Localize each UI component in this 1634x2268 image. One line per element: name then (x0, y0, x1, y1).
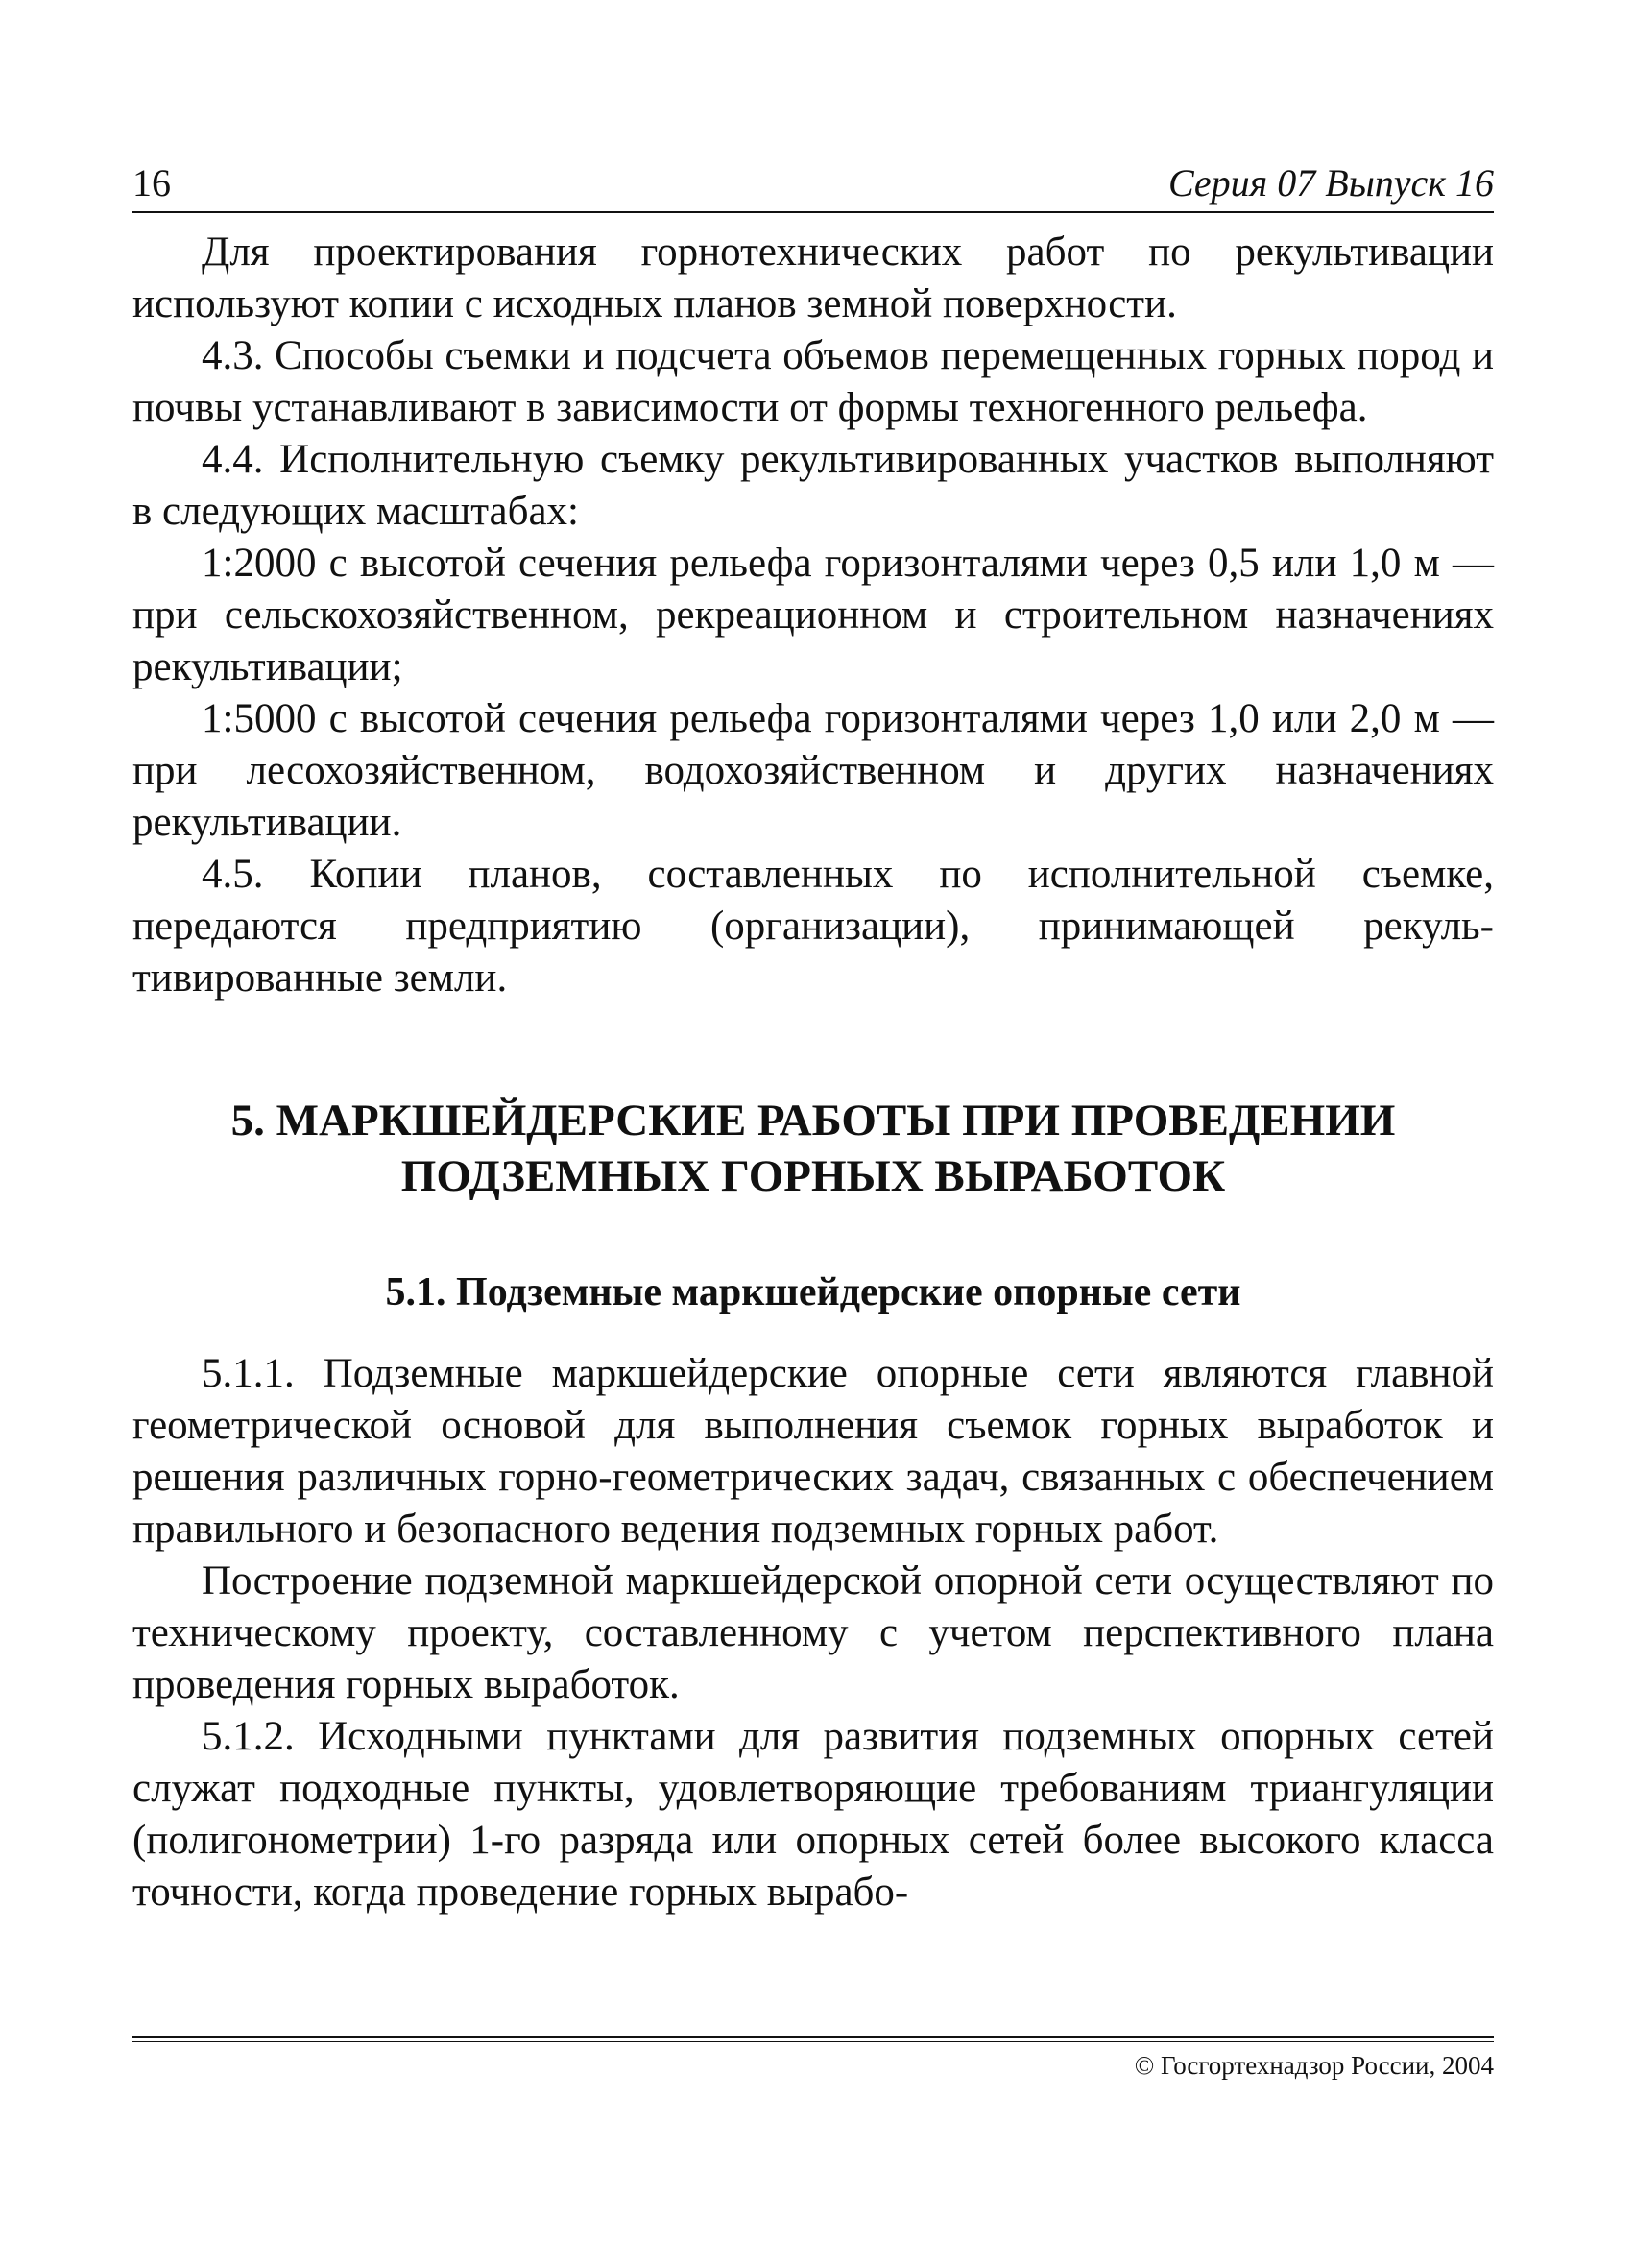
footer-rule-thin (132, 2041, 1494, 2042)
paragraph: 4.5. Копии планов, составленных по исполнительной съемке, передаются предприятию (организации), принимающей рекультивированные земли. (132, 852, 1494, 1001)
copyright-notice: © Госгортехнадзор России, 2004 (1134, 2051, 1494, 2080)
paragraph: 1:2000 с высотой сечения рельефа горизонталями через 0,5 или 1,0 м — при сельскохозяйственном, рекреационном и строительном назначениях рекультивации; (132, 541, 1494, 689)
paragraph: 1:5000 с высотой сечения рельефа горизонталями через 1,0 или 2,0 м — при лесохозяйственном, водохозяйственном и других назначениях рекультивации. (132, 696, 1494, 845)
section-title (132, 1093, 1494, 1204)
paragraph: 5.1.1. Подземные маркшейдерские опорные сети являются главной геометрической основой для выполнения съемок горных выработок и решения различных горно-геометрических задач, связанных с обеспечением правильного и безопасного ведения подземных горных работ. (132, 1351, 1494, 1552)
paragraph: Для проектирования горнотехнических работ по рекультивации используют копии с исходных планов земной поверхности. (132, 229, 1494, 326)
body-text (132, 227, 1494, 1918)
section-title-line: ПОДЗЕМНЫХ ГОРНЫХ ВЫРАБОТОК (400, 1151, 1226, 1201)
footer-rule (132, 2036, 1494, 2038)
document-page (132, 154, 1494, 2170)
running-header (132, 154, 1494, 213)
paragraph: 4.3. Способы съемки и подсчета объемов перемещенных горных пород и почвы устанавливают в зависимости от формы техногенного рельефа. (132, 333, 1494, 430)
paragraph: 4.4. Исполнительную съемку рекультивированных участков выполняют в следующих масштабах: (132, 437, 1494, 534)
paragraph: Построение подземной маркшейдерской опорной сети осуществляют по техническому проекту, составленному с учетом перспективного плана проведения горных выработок. (132, 1558, 1494, 1707)
series-label: Серия 07 Выпуск 16 (1167, 161, 1494, 205)
subsection-title: 5.1. Подземные маркшейдерские опорные сети (385, 1270, 1241, 1315)
section-title-line: 5. МАРКШЕЙДЕРСКИЕ РАБОТЫ ПРИ ПРОВЕДЕНИИ (230, 1096, 1396, 1146)
paragraph: 5.1.2. Исходными пунктами для развития подземных опорных сетей служат подходные пункты, удовлетворяющие требованиям триангуляции (полигонометрии) 1-го разряда или опорных сетей более высокого класса точности, когда проведение горных вырабо- (132, 1714, 1494, 1915)
page-number: 16 (132, 161, 171, 205)
